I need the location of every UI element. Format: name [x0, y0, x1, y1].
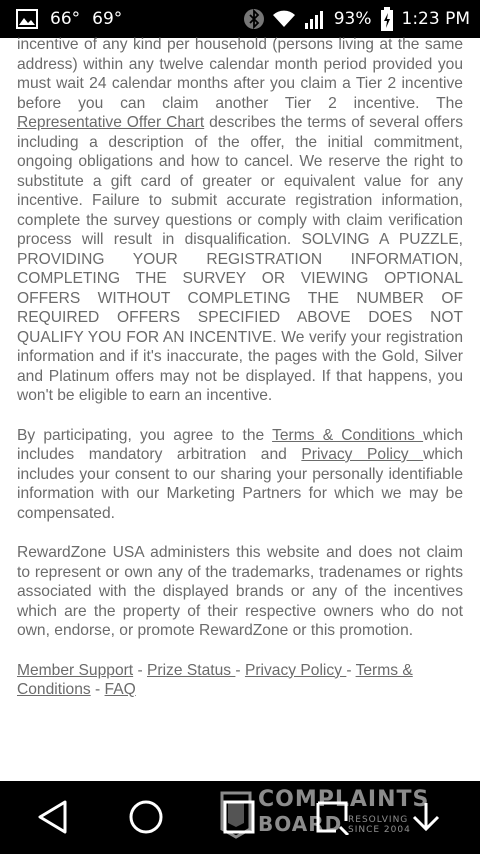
terms-paragraph-2 — [17, 426, 463, 524]
weather-temp-1: 66° — [50, 9, 81, 29]
footer-separator: - — [235, 661, 245, 679]
terms-content — [17, 38, 463, 720]
footer-separator: - — [346, 661, 356, 679]
privacy-policy-link[interactable]: Privacy Policy — [301, 446, 424, 463]
terms-text: By participating, you agree to the — [17, 426, 273, 444]
watermark-tag-2: SINCE 2004 — [348, 825, 411, 835]
footer-terms-link[interactable]: Terms & Conditions — [17, 661, 413, 698]
battery-percent: 93% — [333, 9, 372, 29]
faq-link[interactable]: FAQ — [104, 681, 136, 698]
terms-text: describes the terms of several offers including a description of the offer, the initial commitment, ongoing obligations and how to cancel. We reserve the right to substitute a gift card of greater or equivalent value for any incentive. Failure to submit accurate registration information, complete the survey questions or comply with claim verification process will result in disqualification. SOLVING A PUZZLE, PROVIDING YOUR REGISTRATION INFORMATION, COMPLETING THE SURVEY OR VIEWING OPTIONAL OFFERS WITHOUT COMPLETING THE NUMBER OF REQUIRED OFFERS SPECIFIED ABOVE DOES NOT QUALIFY YOU FOR AN INCENTIVE. We verify your registration information and if it's inaccurate, the pages with the Gold, Silver and Platinum offers may not be displayed. If that happens, you won't be eligible to earn an incentive. — [17, 114, 463, 404]
home-icon[interactable] — [128, 799, 164, 840]
gallery-icon — [16, 9, 38, 29]
footer-links — [17, 661, 463, 700]
signal-icon — [304, 9, 326, 29]
terms-paragraph-3: RewardZone USA administers this website and does not claim to represent or own any of the trademarks, tradenames or rights associated with the displayed brands or any of the incentives which are the property of their respective owners who do not own, endorse, or promote RewardZone or this promotion. — [17, 544, 463, 639]
back-icon[interactable] — [36, 799, 70, 840]
status-bar — [0, 0, 480, 38]
terms-conditions-link[interactable]: Terms & Conditions — [272, 426, 424, 444]
watermark-tag-1: RESOLVING — [348, 815, 409, 825]
complaints-board-logo-icon — [218, 789, 254, 839]
representative-offer-chart-link[interactable]: Representative Offer Chart — [17, 114, 205, 131]
watermark-line-2: BOARD — [258, 812, 343, 836]
terms-paragraph-1 — [17, 35, 463, 406]
complaints-board-watermark — [218, 785, 468, 845]
footer-privacy-policy-link[interactable]: Privacy Policy — [244, 661, 347, 679]
weather-temp-2: 69° — [92, 9, 123, 29]
footer-separator: - — [133, 661, 147, 679]
footer-separator: - — [90, 681, 105, 698]
watermark-tagline — [348, 815, 411, 835]
watermark-line-1: COMPLAINTS — [258, 787, 430, 812]
bluetooth-icon — [244, 8, 264, 30]
wifi-icon — [272, 9, 296, 29]
battery-charging-icon — [380, 7, 394, 31]
terms-text: which includes your consent to our sharing your personally identifiable information with our Marketing Partners for which we may be compensated. — [17, 446, 464, 522]
member-support-link[interactable]: Member Support — [17, 661, 134, 679]
prize-status-link[interactable]: Prize Status — [147, 661, 236, 679]
clock: 1:23 PM — [401, 9, 470, 29]
terms-text: which includes mandatory arbitration and — [17, 426, 463, 463]
terms-text: incentive of any kind per household (persons living at the same address) within any twelve calendar month period provided you must wait 24 calendar months after you claim a Tier 2 incentive before you can claim another Tier 2 incentive. The — [17, 36, 463, 112]
